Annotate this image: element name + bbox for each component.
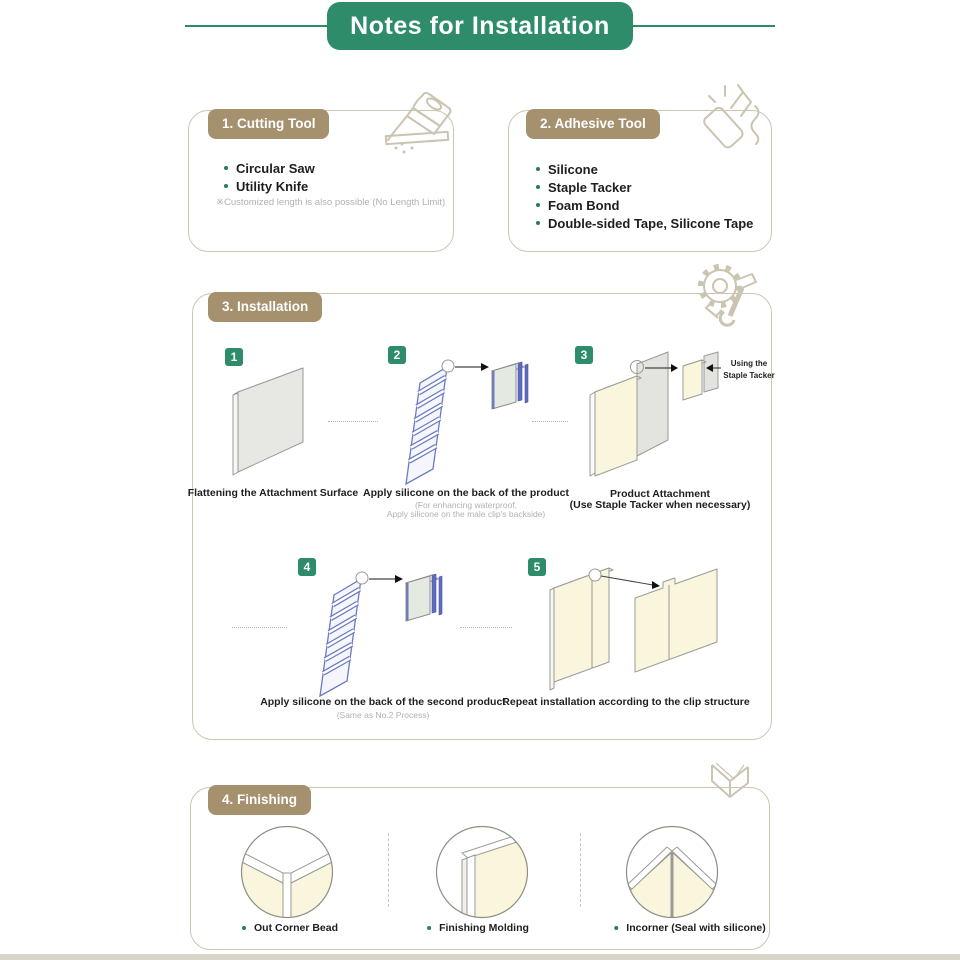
finishing-caption-2: [427, 922, 529, 934]
cutting-tool-list: [224, 159, 315, 195]
bullet-dot: [536, 221, 540, 225]
glue-bottle-icon: [695, 82, 780, 157]
list-item: [536, 196, 753, 214]
cutting-tool-label: 1. Cutting Tool: [208, 109, 329, 139]
list-item: [536, 214, 753, 232]
step-badge-4: 4: [298, 558, 316, 576]
finishing-label: 4. Finishing: [208, 785, 311, 815]
list-item-label: Staple Tacker: [548, 179, 632, 195]
step4-silicone-diagram: [312, 567, 447, 702]
list-item-label: Utility Knife: [236, 178, 309, 194]
page-title: [327, 2, 633, 50]
bullet-dot: [536, 167, 540, 171]
finishing-caption-label: Incorner (Seal with silicone): [626, 922, 766, 934]
list-item: [224, 177, 315, 195]
step3-caption-2: (Use Staple Tacker when necessary): [569, 499, 751, 511]
step5-caption: Repeat installation according to the clip structure: [502, 696, 750, 708]
step3-caption: Product Attachment: [610, 488, 710, 500]
step-badge-2: 2: [388, 346, 406, 364]
step4-caption: Apply silicone on the back of the second product: [260, 696, 506, 708]
finishing-caption-label: Out Corner Bead: [253, 922, 339, 934]
bottom-strip: [0, 954, 960, 960]
installation-label: 3. Installation: [208, 292, 322, 322]
step1-panel-diagram: [228, 362, 318, 477]
dashed-separator: [388, 833, 389, 907]
step4-subnote: (Same as No.2 Process): [336, 710, 430, 720]
step2-subnote-1: (For enhancing waterproof,: [414, 500, 518, 510]
dotted-separator: [232, 627, 287, 628]
step3-annotation: Using the Staple Tacker: [723, 359, 775, 380]
step1-caption: Flattening the Attachment Surface: [187, 487, 359, 499]
step-badge-5: 5: [528, 558, 546, 576]
incorner-diagram: [625, 825, 719, 919]
finishing-caption-1: [242, 922, 338, 934]
dashed-separator: [580, 833, 581, 907]
utility-knife-icon: [372, 88, 464, 160]
out-corner-diagram: [240, 825, 334, 919]
bullet-dot: [242, 926, 246, 930]
bullet-dot: [224, 184, 228, 188]
step-badge-1: 1: [225, 348, 243, 366]
list-item-label: Silicone: [548, 161, 598, 177]
page-title-text: Notes for Installation: [350, 11, 610, 40]
cutting-tool-note: ※Customized length is also possible (No Length Limit): [216, 197, 446, 208]
bullet-dot: [614, 926, 618, 930]
step-badge-3: 3: [575, 346, 593, 364]
bullet-dot: [427, 926, 431, 930]
list-item: [224, 159, 315, 177]
corner-molding-icon: [700, 757, 760, 817]
step2-caption: Apply silicone on the back of the product: [363, 487, 569, 499]
dotted-separator: [328, 421, 378, 422]
header-line-right: [631, 25, 775, 27]
step5-repeat-diagram: [545, 558, 730, 698]
list-item-label: Foam Bond: [548, 197, 620, 213]
header-line-left: [185, 25, 330, 27]
bullet-dot: [224, 166, 228, 170]
gear-wrench-icon: [692, 258, 764, 328]
bullet-dot: [536, 185, 540, 189]
adhesive-tool-list: [536, 160, 753, 232]
list-item-label: Circular Saw: [236, 160, 315, 176]
list-item: [536, 160, 753, 178]
list-item: [536, 178, 753, 196]
finishing-molding-diagram: [435, 825, 529, 919]
dotted-separator: [460, 627, 512, 628]
list-item-label: Double-sided Tape, Silicone Tape: [548, 215, 754, 231]
dotted-separator: [532, 421, 568, 422]
step2-subnote-2: Apply silicone on the male clip's backside): [386, 509, 546, 519]
finishing-caption-label: Finishing Molding: [439, 922, 529, 934]
bullet-dot: [536, 203, 540, 207]
finishing-caption-3: [614, 922, 765, 934]
step2-silicone-diagram: [398, 355, 533, 490]
adhesive-tool-label: 2. Adhesive Tool: [526, 109, 660, 139]
